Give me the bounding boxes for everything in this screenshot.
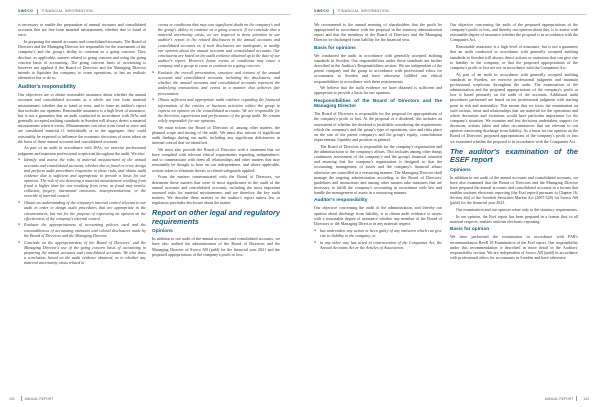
paragraph: We must also provide the Board of Directors with a statement that we have complied with relevant ethical requirements regarding independence, and to communicate with them all relationships and other matters that may reasonably be thought to bear on our independence, and where applicable, actions taken to eliminate threats or related safeguards applied. — [152, 146, 280, 173]
paragraph: As part of an audit in accordance with generally accepted auditing standards in Sweden, we exercise professional judgment and maintain professional scepticism throughout the audit. The examination of the administration and the proposed appropriations of the company's profit or loss is based primarily on the audit of the accounts. Additional audit procedures performed are based on our professional judgment with starting point in risk and materiality. This means that we focus the examination on such actions, areas and relationships that are material for the operations and where deviations and violations would have particular importance for the company's situation. We examine and test decisions undertaken, support for decisions, actions taken and other circumstances that are relevant to our opinion concerning discharge from liability. As a basis for our opinion on the Board of Directors' proposed appropriations of the company's profit or loss we examined whether the proposal is in accordance with the Companies Act. — [450, 71, 578, 144]
left-column-2 — [152, 22, 280, 258]
heading-responsibilities: Responsibilities of the Board of Directors and the Managing Director — [314, 98, 442, 110]
footer-label: ANNUAL REPORT — [544, 396, 574, 401]
footer-divider — [21, 396, 22, 401]
heading-esef-examination: The auditor's examination of the ESEF report — [450, 146, 578, 165]
paragraph: We believe that the audit evidence we have obtained is sufficient and appropriate to provide a basis for our opinions. — [314, 85, 442, 96]
section-title: FINANCIAL INFORMATION — [42, 9, 93, 13]
section-title: FINANCIAL INFORMATION — [338, 9, 389, 13]
heading-opinions: Opinions — [450, 167, 471, 173]
page-number: 103 — [583, 396, 589, 401]
header-rule — [314, 14, 586, 15]
heading-basis-for-opinions: Basis for opinions — [314, 45, 356, 51]
paragraph: The Board of Directors is responsible for the proposal for appropriations of the company's profit or loss. At the proposal of a dividend, this includes an assessment of whether the dividend is justifiable considering the requirements which the company's and the group's type of operations, size and risks place on the size of the parent company's and the group's equity, consolidation requirements, liquidity and position in general. — [314, 111, 442, 143]
paragraph: In addition to our audit of the annual accounts and consolidated accounts, we have also audited the administration of the Board of Directors and the Managing Director of Sweco AB (publ) for the financial year 2021 and the proposed appropriations of the company's profit or loss. — [152, 236, 280, 257]
footer-label: ANNUAL REPORT — [24, 396, 54, 401]
list-item: ● in any other way has acted in contravention of the Companies Act, the Annual Accounts Act or the Articles of Association. — [314, 240, 442, 250]
paragraph: As part of an audit in accordance with ISAs, we exercise professional judgment and maintain professional scepticism throughout the audit. We also: — [18, 145, 146, 156]
paragraph: Our objectives are to obtain reasonable assurance about whether the annual accounts and consolidated accounts as a whole are free from material misstatement, whether due to fraud or error, and to issue an auditor's report that includes our opinions. Reasonable assurance is a high level of assurance, but is not a guarantee that an audit conducted in accordance with ISAs and generally accepted auditing standards in Sweden will always detect a material misstatement when it exists. Misstatements can arise from fraud or error and are considered material if, individually or in the aggregate, they could reasonably be expected to influence the economic decisions of users taken on the basis of these annual accounts and consolidated accounts. — [18, 92, 146, 144]
bullet-list — [314, 228, 442, 250]
paragraph: We recommend to the annual meeting of shareholders that the profit be appropriated in accordance with the proposal in the statutory administration report and that the members of the Board of Directors and the Managing Director be discharged from liability for the financial year. — [314, 22, 442, 43]
heading-auditor-responsibility: Auditor's responsibility — [18, 84, 76, 91]
right-column-2 — [450, 22, 578, 262]
brand-logo: SWECO — [314, 9, 330, 13]
list-item: ● Conclude on the appropriateness of the Board of Directors' and the Managing Director's use of the going concern basis of accounting in preparing the annual accounts and consolidated accounts. We also draw a conclusion, based on the audit evidence obtained, as to whether any material uncertainty exists related to — [18, 240, 146, 266]
page-number: 102 — [9, 396, 15, 401]
header-divider — [333, 9, 334, 14]
paragraph: We have performed the examination in accordance with FAR's recommendation RevR 18 Examination of the Esef report. Our responsibility under this recommendation is described in more detail in the Auditors' responsibility section. We are independent of Sweco AB (publ) in accordance with professional ethics for accountants in Sweden and have otherwise — [450, 234, 578, 260]
paragraph: is necessary to enable the preparation of annual accounts and consolidated accounts that are free from material misstatement, whether due to fraud or error. — [18, 22, 146, 38]
paragraph: Our objective concerning the audit of the proposed appropriations of the company's profit or loss, and thereby our opinion about this, is to assess with reasonable degree of assurance whether the proposal is in accordance with the Companies Act. — [450, 22, 578, 43]
paragraph: We conducted the audit in accordance with generally accepted auditing standards in Sweden. Our responsibilities under those standards are further described in the Auditor's Responsibilities section. We are independent of the parent company and the group in accordance with professional ethics for accountants in Sweden and have otherwise fulfilled our ethical responsibilities in accordance with these requirements. — [314, 52, 442, 84]
list-item: ● Identify and assess the risks of material misstatement of the annual accounts and consolidated accounts, whether due to fraud or error, design and perform audit procedures responsive to those risks, and obtain audit evidence that is sufficient and appropriate to provide a basis for our opinions. The risk of not detecting a material misstatement resulting from fraud is higher than for one resulting from error, as fraud may involve collusion, forgery, intentional omissions, misrepresentations, or the override of internal control. — [18, 157, 146, 198]
bullet-list — [152, 70, 280, 123]
heading-basis-for-opinion: Basis for opinion — [450, 227, 490, 233]
page-footer — [545, 396, 592, 401]
header-rule — [18, 14, 290, 15]
bullet-list — [18, 157, 146, 265]
paragraph: Our objective concerning the audit of the administration, and thereby our opinion about discharge from liability, is to obtain audit evidence to assess with a reasonable degree of assurance whether any member of the Board of Directors or the Managing Director in any material respect: — [314, 205, 442, 226]
paragraph: In preparing the annual accounts and consolidated accounts, The Board of Directors and the Managing Director are responsible for the assessment of the company's and the group's ability to continue as a going concern. They disclose, as applicable, matters related to going concern and using the going concern basis of accounting. The going concern basis of accounting is however not applied if the Board of Directors and the Managing Director intends to liquidate the company, to cease operations, or has no realistic alternative but to do so. — [18, 39, 146, 81]
heading-auditor-responsibility: Auditor's responsibility — [314, 198, 368, 204]
paragraph: We must inform the Board of Directors of, among other matters, the planned scope and timing of the audit. We must also inform of significant audit findings during our audit, including any significant deficiencies in internal control that we identified. — [152, 124, 280, 146]
page-footer — [6, 396, 53, 401]
list-item: ● Evaluate the appropriateness of accounting policies used and the reasonableness of accounting estimates and related disclosures made by the Board of Directors and the Managing Director. — [18, 222, 146, 237]
list-continuation: events or conditions that may cast significant doubt on the company's and the group's ability to continue as a going concern. If we conclude that a material uncertainty exists, we are required to draw attention in our auditor's report to the related disclosures in the annual accounts and consolidated accounts or, if such disclosures are inadequate, to modify our opinion about the annual accounts and consolidated accounts. Our conclusions are based on the audit evidence obtained up to the date of our auditor's report. However, future events or conditions may cause a company and a group to cease to continue as a going concern. — [158, 22, 280, 69]
list-item: ● Obtain an understanding of the company's internal control relevant to our audit in order to design audit procedures that are appropriate in the circumstances, but not for the purpose of expressing an opinion on the effectiveness of the company's internal control. — [18, 200, 146, 221]
list-item: ● Obtain sufficient and appropriate audit evidence regarding the financial information of the entities or business activities within the group to express an opinion on the consolidated accounts. We are responsible for the direction, supervision and performance of the group audit. We remain solely responsible for our opinions. — [152, 97, 280, 123]
list-item: ● Evaluate the overall presentation, structure and content of the annual accounts and consolidated accounts, including the disclosures, and whether the annual accounts and consolidated accounts represent the underlying transactions and events in a manner that achieves fair presentation. — [152, 70, 280, 96]
header-divider — [37, 9, 38, 14]
list-item: ● has undertaken any action or been guilty of any omission which can give rise to liability to the company, or — [314, 228, 442, 238]
paragraph: Reasonable assurance is a high level of assurance, but is not a guarantee that an audit conducted in accordance with generally accepted auditing standards in Sweden will always detect actions or omissions that can give rise to liability to the company, or that the proposed appropriations of the company's profit or loss are not in accordance with the Companies Act. — [450, 44, 578, 70]
right-page — [300, 0, 600, 407]
paragraph: From the matters communicated with the Board of Directors, we determine those matters that were of most significance in the audit of the annual accounts and consolidated accounts, including the most important assessed risks for material misstatement, and are therefore the key audit matters. We describe these matters in the auditor's report unless law or regulation precludes disclosure about the matter. — [152, 174, 280, 206]
paragraph: Our examination and our opinion relate only to the statutory requirements. — [456, 207, 578, 213]
right-column-1 — [314, 22, 442, 251]
paragraph: In our opinion, the Esef report has been prepared in a format that, in all material respects, enables uniform electronic reporting. — [450, 213, 578, 225]
brand-logo: SWECO — [18, 9, 34, 13]
heading-opinions: Opinions — [152, 229, 173, 235]
footer-divider — [576, 396, 577, 401]
left-column-1 — [18, 22, 146, 267]
heading-report-other-requirements: Report on other legal and regulatory requirements — [152, 208, 280, 226]
paragraph: The Board of Directors is responsible for the company's organization and the administration of the company's affairs. This includes among other things continuous assessment of the company's and the group's financial situation and ensuring that the company's organization is designed so that the accounting, management of assets and the company's financial affairs otherwise are controlled in a reassuring manner. The Managing Director shall manage the ongoing administration according to the Board of Directors' guidelines and instructions and among other matters take measures that are necessary to fulfill the company's accounting in accordance with law and handle the management of assets in a reassuring manner. — [314, 143, 442, 196]
paragraph: In addition to our audit of the annual accounts and consolidated accounts, we have also examined that the Board of Directors and the Managing Director have prepared the annual accounts and consolidated accounts in a format that enables uniform electronic reporting (the Esef report) pursuant to Chapter 16, Section 4(a) of the Swedish Securities Market Act (2007:528) for Sweco AB (publ) for the financial year 2021. — [450, 174, 578, 206]
